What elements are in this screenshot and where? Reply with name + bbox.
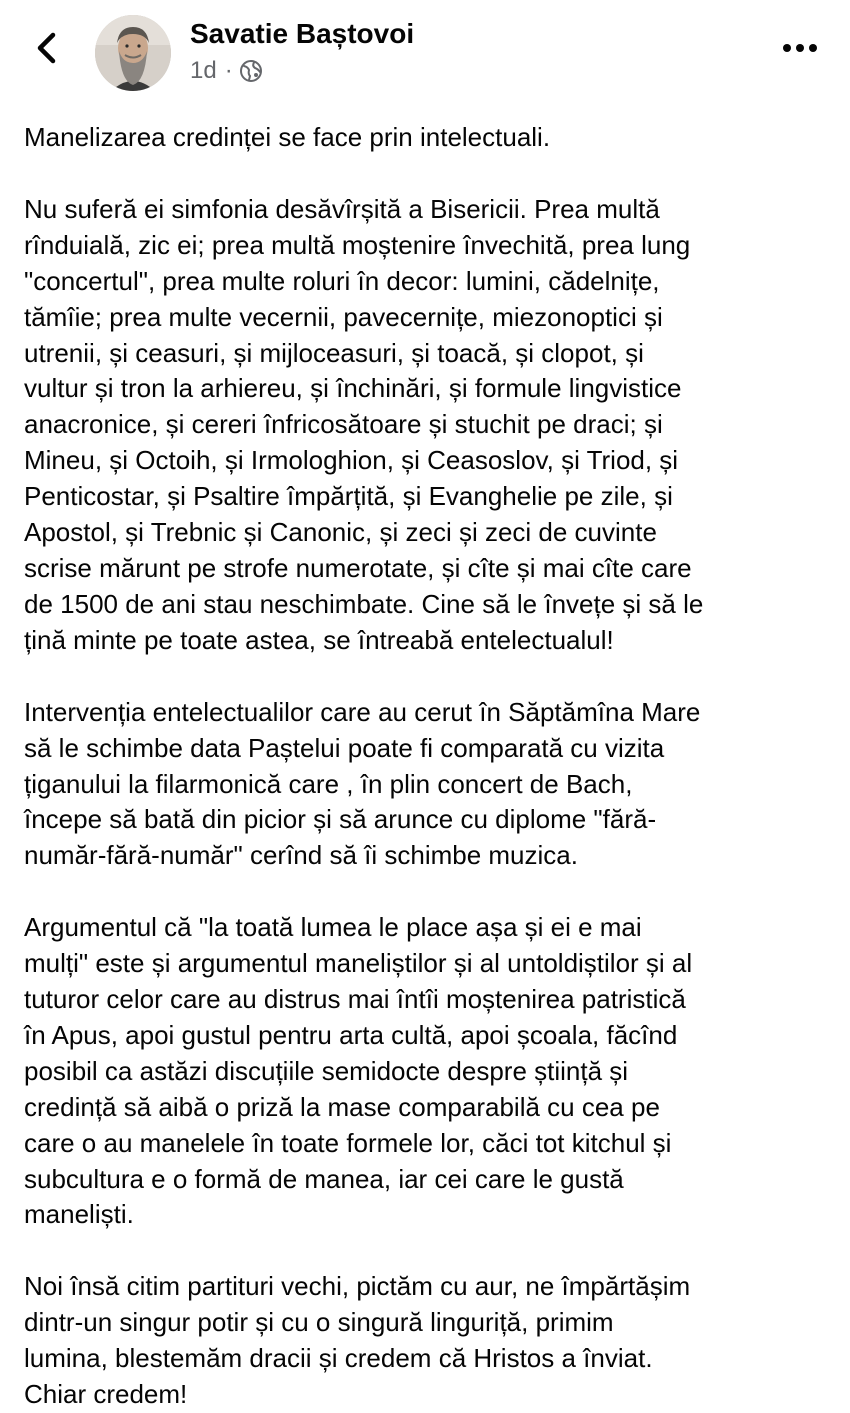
meta-separator: · [224,57,233,84]
globe-icon[interactable] [239,59,263,83]
chevron-left-icon [33,31,59,65]
more-horizontal-icon [782,43,818,53]
post-paragraph: Noi însă citim partituri vechi, pictăm cu aur, ne împărtășim dintr-un singur potir și cu o singură linguriță, primim lumina, blestemăm dracii și credem că Hristos a înviat. Chiar credem! [24,1271,691,1410]
post-paragraph: Manelizarea credinței se face prin intelectuali. [24,122,551,152]
post-meta [190,56,263,86]
post-paragraph: Nu suferă ei simfonia desăvîrșită a Bisericii. Prea multă rînduială, zic ei; prea multă moștenire învechită, prea lung "concertul", prea multe roluri în decor: lumini, cădelnițe, tămîie; prea multe vecernii, pavecernițe, miezonoptici și utrenii, și ceasuri, și mijloceasuri, și toacă, și clopot, și vultur și tron la arhiereu, și închinări, și formule lingvistice anacronice, și cereri înfricosătoare și stuchit pe draci; și Mineu, și Octoih, și Irmologhion, și Ceasoslov, și Triod, și Penticostar, și Psaltire împărțită, și Evanghelie pe zile, și Apostol, și Trebnic și Canonic, și zeci și zeci de cuvinte scrise mărunt pe strofe numerotate, și cîte și mai cîte care de 1500 de ani stau neschimbate. Cine să le învețe și să le țină minte pe toate astea, se întreabă entelectualul! [24,193,704,655]
more-options-button[interactable] [780,30,820,66]
post-timestamp[interactable]: 1d [190,57,217,84]
back-button[interactable] [24,26,68,70]
profile-photo [95,15,171,91]
post-header [0,0,850,110]
author-name[interactable]: Savatie Baștovoi [190,18,415,49]
post-paragraph: Intervenția entelectualilor care au cerut în Săptămîna Mare să le schimbe data Paștelui poate fi comparată cu vizita țiganului la filarmonică care , în plin concert de Bach, începe să bată din picior și să arunce cu diplome "fără- număr-fără-număr" cerînd să îi schimbe muzica. [24,696,701,871]
post-body [24,120,824,1413]
avatar[interactable] [95,15,171,91]
post-paragraph: Argumentul că "la toată lumea le place așa și ei e mai mulți" este și argumentul maneliștilor și al untoldiștilor și al tuturor celor care au distrus mai întîi moștenirea patristică în Apus, apoi gustul pentru arta cultă, apoi școala, făcînd posibil ca astăzi discuțiile semidocte despre știință și credință să aibă o priză la mase comparabilă cu cea pe care o au manelele în toate formele lor, căci tot kitchul și subcultura e o formă de manea, iar cei care le gustă maneliști. [24,912,693,1230]
